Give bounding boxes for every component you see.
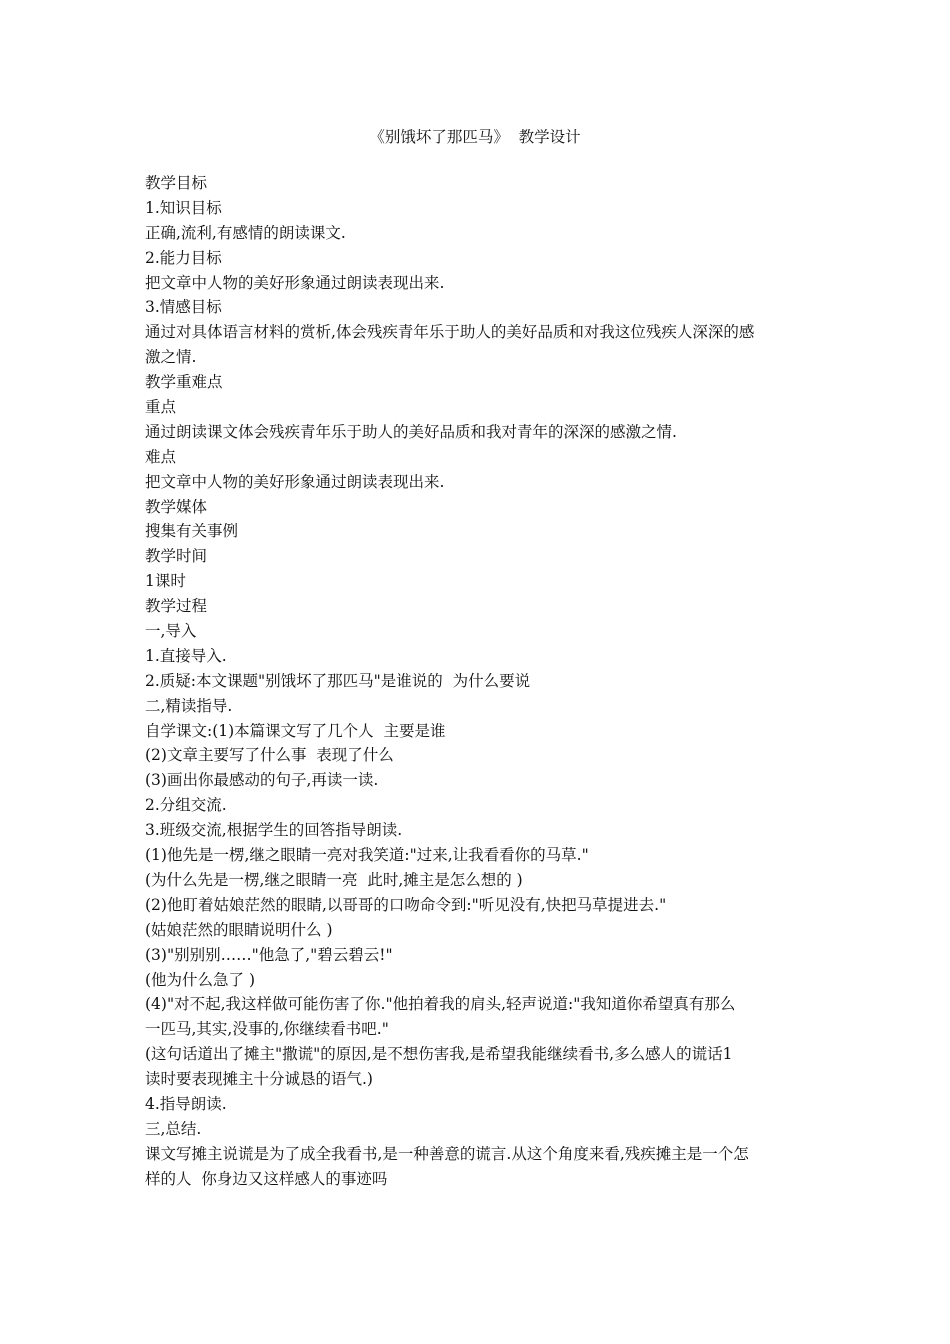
text-line: 把文章中人物的美好形象通过朗读表现出来. xyxy=(145,472,445,491)
text-line: 样的人 你身边又这样感人的事迹吗 xyxy=(145,1169,388,1188)
text-line: 1.知识目标 xyxy=(145,198,222,217)
text-line: 教学过程 xyxy=(145,597,208,616)
text-line: 难点 xyxy=(145,447,177,466)
text-line: 教学目标 xyxy=(145,174,208,192)
text-line: 课文写摊主说谎是为了成全我看书,是一种善意的谎言.从这个角度来看,残疾摊主是一个怎 xyxy=(145,1144,749,1163)
document-body xyxy=(145,171,810,1192)
text-line: 1课时 xyxy=(145,572,186,591)
text-line: 2.分组交流. xyxy=(145,796,227,815)
text-line: 三,总结. xyxy=(145,1119,202,1138)
text-line: (为什么先是一楞,继之眼睛一亮 此时,摊主是怎么想的 ) xyxy=(145,870,523,889)
text-line: 通过朗读课文体会残疾青年乐于助人的美好品质和我对青年的深深的感激之情. xyxy=(145,422,677,441)
text-line: (4)"对不起,我这样做可能伤害了你."他拍着我的肩头,轻声说道:"我知道你希望真有那么 xyxy=(145,995,736,1014)
text-line: (1)他先是一楞,继之眼睛一亮对我笑道:"过来,让我看看你的马草." xyxy=(145,846,589,865)
document-title: 《别饿坏了那匹马》 教学设计 xyxy=(369,128,581,146)
text-line: (这句话道出了摊主"撒谎"的原因,是不想伤害我,是希望我能继续看书,多么感人的谎话1 xyxy=(145,1045,733,1064)
text-line: 教学时间 xyxy=(145,547,208,566)
text-line: 一,导入 xyxy=(145,622,197,641)
text-line: 教学重难点 xyxy=(145,373,223,392)
text-line: 1.直接导入. xyxy=(145,646,227,665)
text-line: 激之情. xyxy=(145,348,197,367)
text-line: 读时要表现摊主十分诚恳的语气.) xyxy=(145,1070,373,1089)
text-line: 通过对具体语言材料的赏析,体会残疾青年乐于助人的美好品质和对我这位残疾人深深的感 xyxy=(145,323,755,342)
text-line: (3)画出你最感动的句子,再读一读. xyxy=(145,771,379,790)
text-line: (他为什么急了 ) xyxy=(145,970,256,989)
text-line: 4.指导朗读. xyxy=(145,1094,227,1113)
text-line: 二,精读指导. xyxy=(145,696,233,715)
text-line: 3.情感目标 xyxy=(145,298,222,317)
text-line: (2)文章主要写了什么事 表现了什么 xyxy=(145,746,394,765)
text-line: 把文章中人物的美好形象通过朗读表现出来. xyxy=(145,273,445,292)
text-line: 教学媒体 xyxy=(145,497,208,516)
text-line: 自学课文:(1)本篇课文写了几个人 主要是谁 xyxy=(145,721,446,740)
text-line: 搜集有关事例 xyxy=(145,522,239,541)
text-line: 重点 xyxy=(145,398,177,417)
text-line: 一匹马,其实,没事的,你继续看书吧." xyxy=(145,1020,389,1039)
text-line: (3)"别别别……"他急了,"碧云碧云!" xyxy=(145,945,393,964)
text-line: (2)他盯着姑娘茫然的眼睛,以哥哥的口吻命令到:"听见没有,快把马草提进去." xyxy=(145,895,667,914)
text-line: 正确,流利,有感情的朗读课文. xyxy=(145,223,346,242)
text-line: 2.质疑:本文课题"别饿坏了那匹马"是谁说的 为什么要说 xyxy=(145,671,531,690)
text-line: 3.班级交流,根据学生的回答指导朗读. xyxy=(145,821,403,840)
text-line: (姑娘茫然的眼睛说明什么 ) xyxy=(145,920,333,939)
text-line: 2.能力目标 xyxy=(145,248,222,267)
